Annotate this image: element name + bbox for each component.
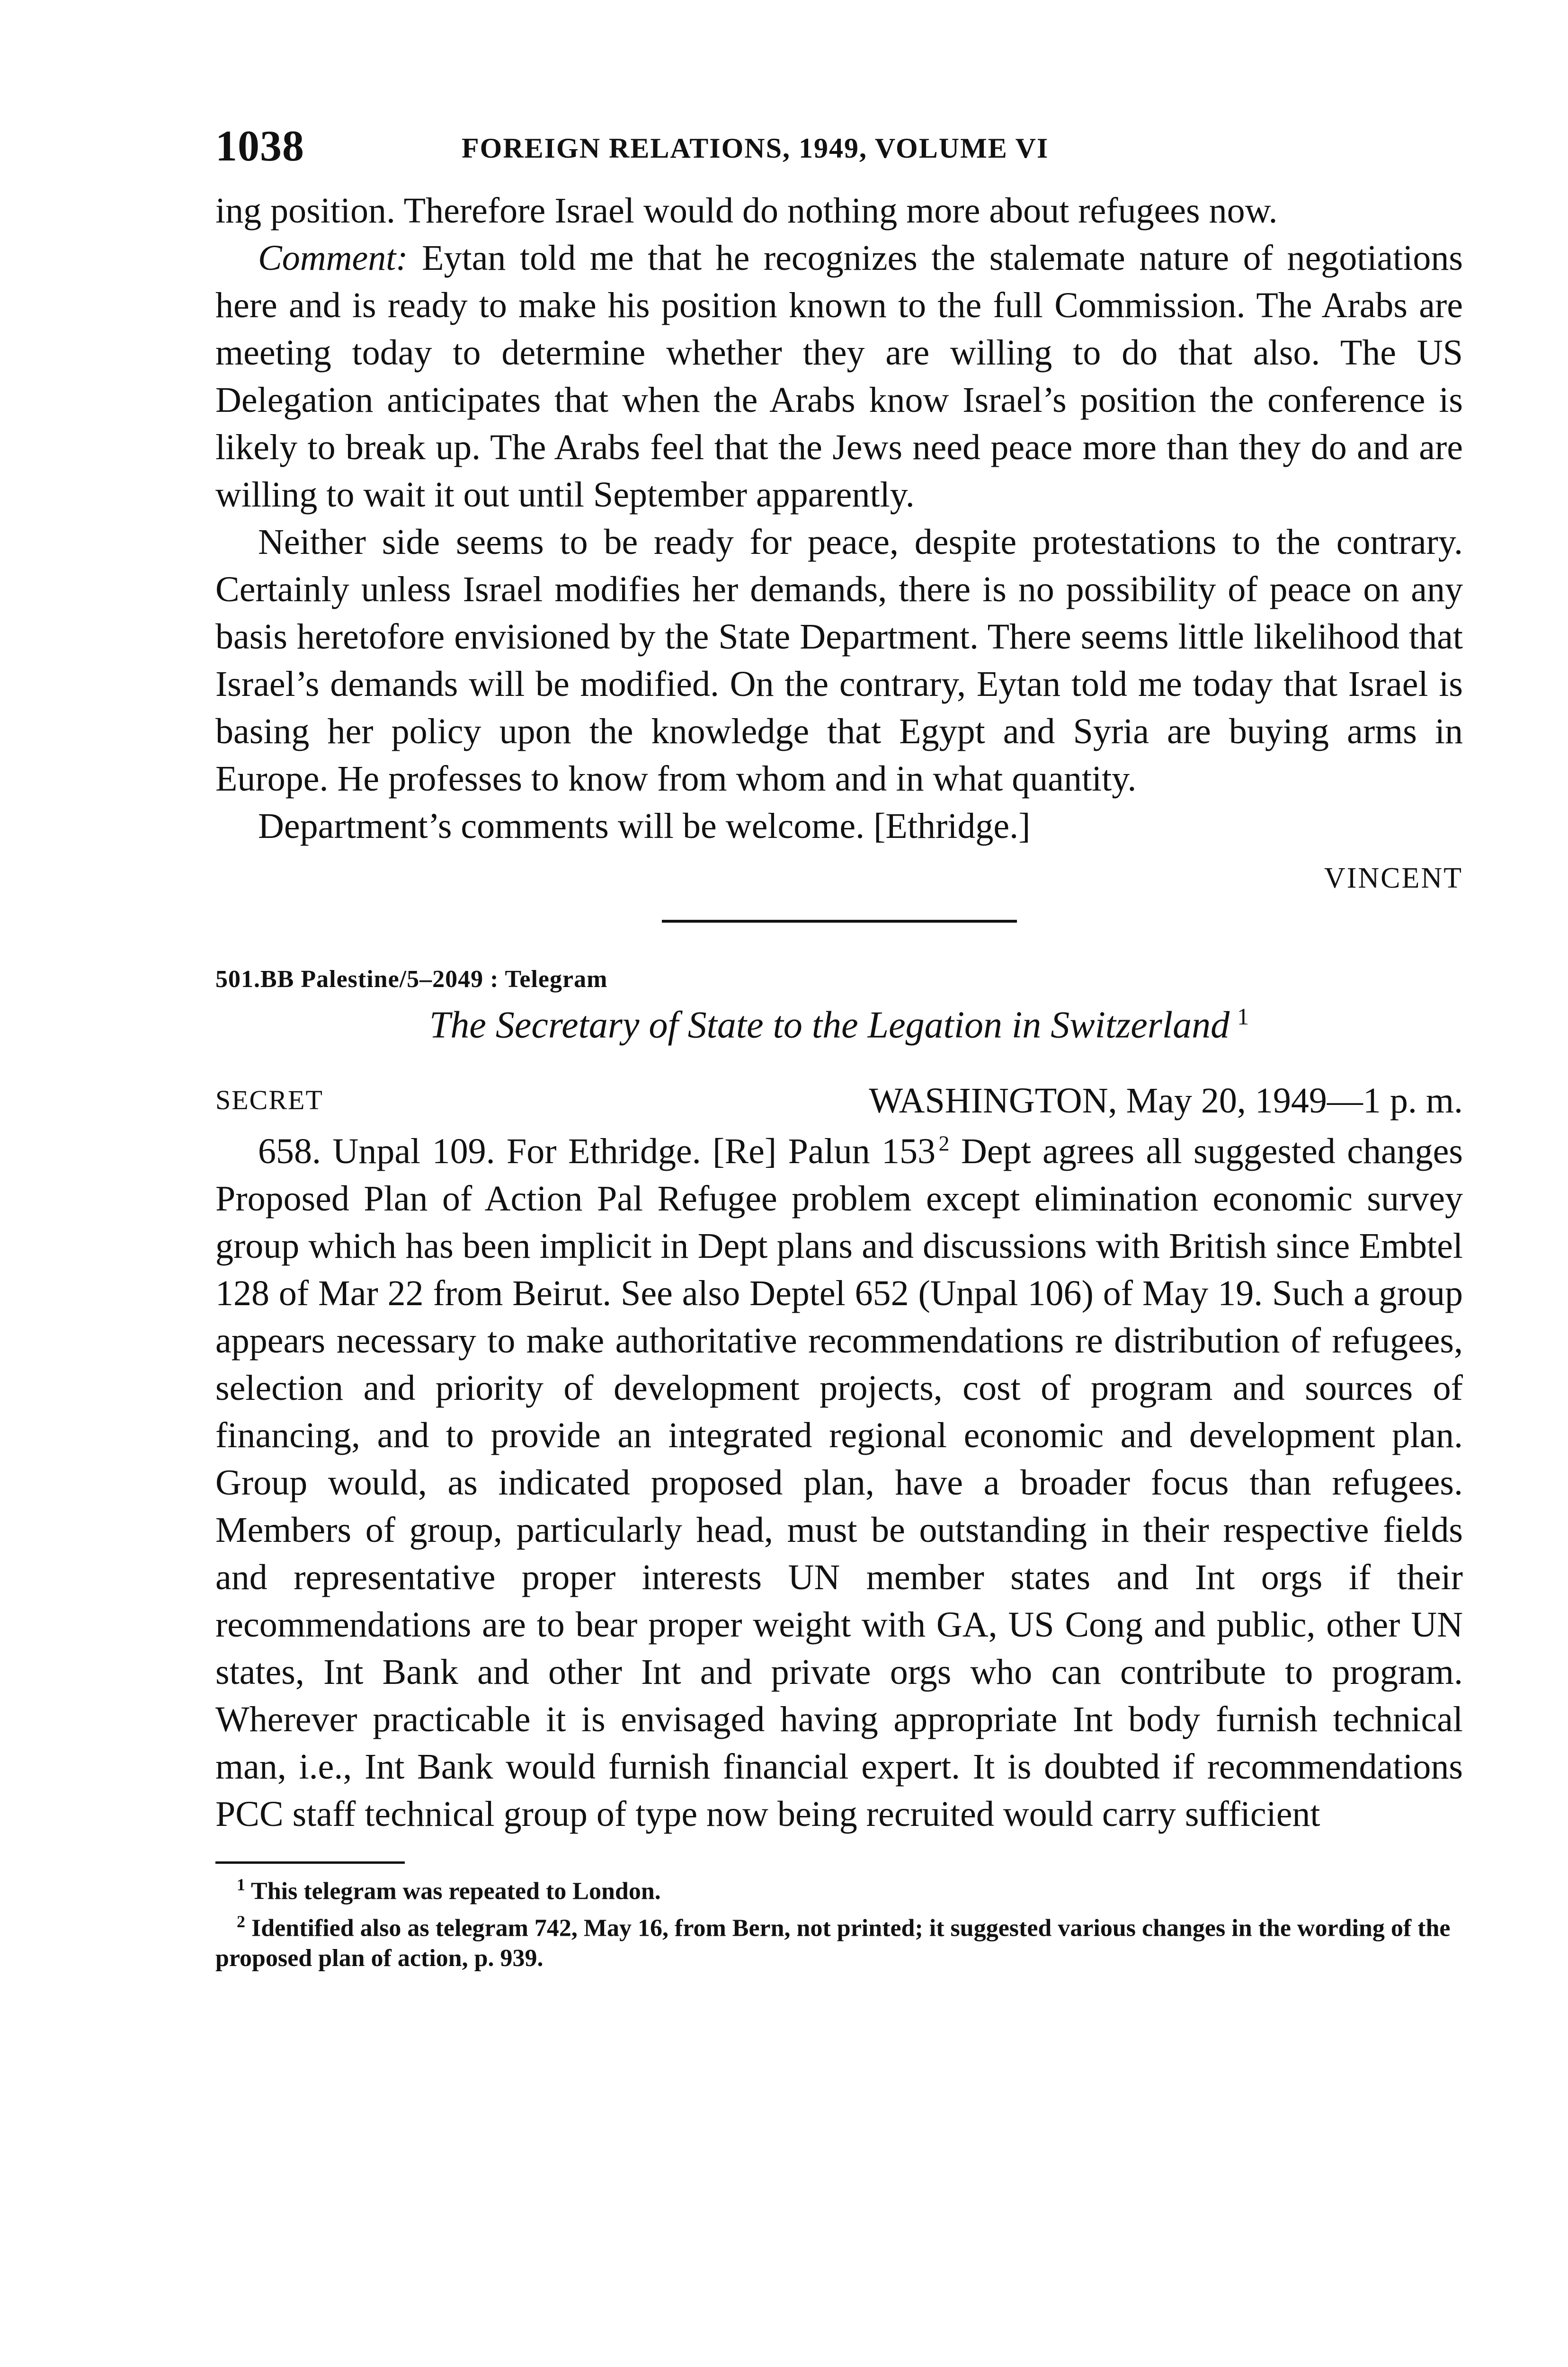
section-divider [662, 920, 1017, 923]
comment-text: Eytan told me that he recognizes the stalemate nature of negotiations here and is ready to make his position known to the full Commission. The Arabs are meeting today to determine whether they are willing to do that also. The US Delegation anticipates that when the Arabs know Israel’s position the conference is likely to break up. The Arabs feel that the Jews need peace more than they do and are willing to wait it out until September apparently. [215, 238, 1463, 515]
paragraph: Department’s comments will be welcome. [Ethridge.] [258, 806, 1031, 846]
comment-label: Comment: [258, 238, 408, 278]
body-text-b: Dept agrees all suggested changes Proposed Plan of Action Pal Refugee problem except elimination economic survey group which has been implicit in Dept plans and discussions with British since Embtel 128 of Mar 22 from Beirut. See also Deptel 652 (Unpal 106) of May 19. Such a group appears necessary to make authoritative recommendations re distribution of refugees, selection and priority of development projects, cost of program and sources of financing, and to provide an integrated regional economic and development plan. Group would, as indicated proposed plan, have a broader focus than refugees. Members of group, particularly head, must be outstanding in their respective fields and representative proper interests UN member states and Int orgs if their recommendations are to bear proper weight with GA, US Cong and public, other UN states, Int Bank and other Int and private orgs who can contribute to program. Wherever practicable it is envisaged having appropriate Int body furnish technical man, i.e., Int Bank would furnish financial expert. It is doubted if recommendations PCC staff technical group of type now being recruited would carry sufficient [215, 1131, 1463, 1834]
footnote [215, 1869, 1463, 1906]
dateline [215, 1080, 1463, 1128]
place-date: WASHINGTON, May 20, 1949—1 p. m. [869, 1080, 1463, 1121]
document-title-text: The Secretary of State to the Legation in Switzerland [429, 1004, 1230, 1046]
comment-paragraph [215, 234, 1463, 518]
footnote-marker: 2 [938, 1131, 950, 1156]
running-head: FOREIGN RELATIONS, 1949, VOLUME VI [462, 133, 1049, 164]
page-header [215, 121, 1463, 187]
footnotes [215, 1869, 1463, 1974]
document-page [215, 121, 1463, 1974]
telegram-continuation [215, 187, 1463, 902]
footnote [215, 1906, 1463, 1974]
classification: SECRET [215, 1084, 323, 1115]
footnote-rule [215, 1861, 405, 1864]
document-title [215, 1003, 1463, 1047]
footnote-marker: 1 [1237, 1003, 1249, 1030]
page-number: 1038 [215, 122, 304, 170]
paragraph [215, 1128, 1463, 1838]
telegram-body [215, 1128, 1463, 1838]
paragraph: ing position. Therefore Israel would do nothing more about refugees now. [215, 191, 1278, 231]
footnote-text: This telegram was repeated to London. [245, 1877, 661, 1904]
file-reference: 501.BB Palestine/5–2049 : Telegram [215, 966, 608, 993]
footnote-number: 2 [237, 1912, 245, 1931]
paragraph: Neither side seems to be ready for peace, despite protestations to the contrary. Certainly unless Israel modifies her demands, there is no possibility of peace on any basis heretofore envisioned by the State Department. There seems little likelihood that Israel’s demands will be modified. On the contrary, Eytan told me today that Israel is basing her policy upon the knowledge that Egypt and Syria are buying arms in Europe. He professes to know from whom and in what quantity. [215, 522, 1463, 799]
footnote-number: 1 [237, 1875, 245, 1894]
body-text-a: 658. Unpal 109. For Ethridge. [Re] Palun 153 [258, 1131, 936, 1171]
signature: VINCENT [1324, 862, 1463, 894]
footnote-text: Identified also as telegram 742, May 16, from Bern, not printed; it suggested various changes in the wording of the proposed plan of action, p. 939. [215, 1914, 1451, 1972]
